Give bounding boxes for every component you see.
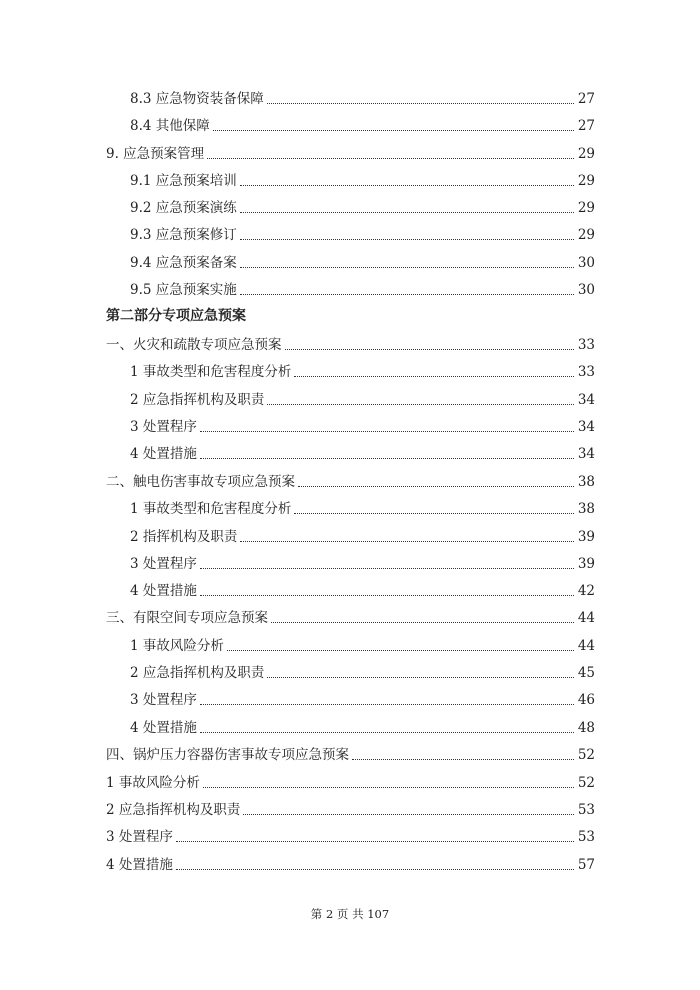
toc-entry-page: 29	[577, 200, 595, 216]
toc-entry[interactable]	[130, 116, 595, 136]
toc-entry[interactable]	[130, 718, 595, 738]
toc-entry-title: 4 处置措施	[130, 720, 197, 736]
toc-entry-page: 29	[577, 146, 595, 162]
toc-entry-title: 1 事故风险分析	[106, 775, 200, 791]
toc-entry[interactable]	[130, 225, 595, 245]
toc-entry[interactable]	[130, 663, 595, 683]
toc-entry-page: 38	[577, 501, 595, 517]
leader-dots	[240, 267, 574, 268]
leader-dots	[207, 158, 574, 159]
toc-entry[interactable]	[130, 89, 595, 109]
toc-entry[interactable]	[130, 280, 595, 300]
toc-entry-title: 二、触电伤害事故专项应急预案	[106, 474, 295, 490]
leader-dots	[200, 704, 574, 705]
toc-entry-title: 9. 应急预案管理	[106, 146, 205, 162]
toc-entry-page: 27	[577, 118, 595, 134]
toc-entry-page: 52	[577, 775, 595, 791]
toc-entry[interactable]	[130, 444, 595, 464]
leader-dots	[243, 814, 574, 815]
leader-dots	[352, 759, 574, 760]
toc-entry[interactable]	[130, 554, 595, 574]
leader-dots	[200, 458, 574, 459]
toc-entry[interactable]	[130, 499, 595, 519]
toc-entry-page: 33	[577, 337, 595, 353]
toc-entry-page: 53	[577, 829, 595, 845]
toc-entry-title: 四、锅炉压力容器伤害事故专项应急预案	[106, 747, 349, 763]
leader-dots	[267, 404, 574, 405]
toc-entry-title: 8.3 应急物资装备保障	[130, 91, 264, 107]
toc-entry[interactable]	[106, 608, 595, 628]
toc-entry[interactable]	[130, 690, 595, 710]
toc-entry-title: 2 应急指挥机构及职责	[130, 392, 265, 408]
toc-entry-page: 29	[577, 173, 595, 189]
toc-entry[interactable]	[106, 855, 595, 875]
toc-entry-title: 9.3 应急预案修订	[130, 227, 237, 243]
toc-entry[interactable]	[130, 171, 595, 191]
leader-dots	[200, 732, 574, 733]
toc-entry-page: 57	[577, 857, 595, 873]
toc-entry-title: 3 处置程序	[130, 419, 197, 435]
toc-entry[interactable]	[106, 144, 595, 164]
toc-entry-page: 34	[577, 419, 595, 435]
leader-dots	[271, 622, 574, 623]
toc-entry-title: 9.5 应急预案实施	[130, 282, 237, 298]
toc-entry-page: 30	[577, 282, 595, 298]
toc-entry-title: 9.2 应急预案演练	[130, 200, 237, 216]
toc-entry-page: 33	[577, 364, 595, 380]
toc-entry-title: 4 处置措施	[130, 583, 197, 599]
leader-dots	[200, 431, 574, 432]
toc-entry-title: 4 处置措施	[130, 446, 197, 462]
toc-entry-page: 30	[577, 255, 595, 271]
leader-dots	[294, 513, 574, 514]
toc-entry-page: 52	[577, 747, 595, 763]
leader-dots	[213, 130, 574, 131]
toc-entry[interactable]	[106, 800, 595, 820]
leader-dots	[298, 486, 574, 487]
toc-entry-title: 一、火灾和疏散专项应急预案	[106, 337, 282, 353]
leader-dots	[227, 650, 574, 651]
toc-entry-title: 三、有限空间专项应急预案	[106, 610, 268, 626]
section-heading: 第二部分专项应急预案	[106, 308, 246, 324]
toc-entry[interactable]	[130, 198, 595, 218]
toc-entry[interactable]	[130, 253, 595, 273]
leader-dots	[285, 349, 575, 350]
leader-dots	[176, 869, 574, 870]
leader-dots	[240, 239, 574, 240]
leader-dots	[200, 595, 574, 596]
toc-entry-title: 3 处置程序	[130, 556, 197, 572]
toc-entry[interactable]	[106, 773, 595, 793]
toc-entry-page: 46	[577, 692, 595, 708]
toc-entry-title: 1 事故风险分析	[130, 638, 224, 654]
toc-entry-page: 42	[577, 583, 595, 599]
toc-entry[interactable]	[106, 335, 595, 355]
toc-entry[interactable]	[130, 390, 595, 410]
toc-entry-title: 4 处置措施	[106, 857, 173, 873]
toc-entry-page: 53	[577, 802, 595, 818]
toc-entry-page: 48	[577, 720, 595, 736]
toc-entry[interactable]	[106, 827, 595, 847]
toc-entry-title: 1 事故类型和危害程度分析	[130, 501, 292, 517]
leader-dots	[240, 294, 574, 295]
toc-entry-page: 44	[577, 638, 595, 654]
leader-dots	[203, 787, 574, 788]
toc-entry[interactable]	[130, 581, 595, 601]
toc-entry-page: 38	[577, 474, 595, 490]
leader-dots	[240, 185, 574, 186]
toc-entry-page: 27	[577, 91, 595, 107]
toc-entry-title: 9.4 应急预案备案	[130, 255, 237, 271]
toc-entry[interactable]	[130, 417, 595, 437]
toc-entry-title: 2 指挥机构及职责	[130, 529, 238, 545]
leader-dots	[267, 103, 574, 104]
toc-entry-page: 34	[577, 392, 595, 408]
toc-entry-title: 3 处置程序	[106, 829, 173, 845]
toc-entry-title: 2 应急指挥机构及职责	[106, 802, 241, 818]
toc-entry-title: 2 应急指挥机构及职责	[130, 665, 265, 681]
leader-dots	[240, 212, 574, 213]
leader-dots	[176, 841, 574, 842]
page-footer: 第 2 页 共 107	[310, 907, 390, 921]
toc-entry[interactable]	[106, 472, 595, 492]
toc-entry-page: 29	[577, 227, 595, 243]
toc-entry[interactable]	[130, 362, 595, 382]
leader-dots	[294, 376, 574, 377]
toc-entry-page: 39	[577, 556, 595, 572]
toc-entry[interactable]	[130, 527, 595, 547]
leader-dots	[200, 568, 574, 569]
toc-entry-page: 34	[577, 446, 595, 462]
toc-entry-title: 3 处置程序	[130, 692, 197, 708]
leader-dots	[240, 541, 574, 542]
leader-dots	[267, 677, 574, 678]
toc-entry-title: 9.1 应急预案培训	[130, 173, 237, 189]
toc-entry-title: 8.4 其他保障	[130, 118, 210, 134]
toc-entry[interactable]	[106, 745, 595, 765]
toc-entry-page: 44	[577, 610, 595, 626]
toc-entry[interactable]	[130, 636, 595, 656]
toc-entry-title: 1 事故类型和危害程度分析	[130, 364, 292, 380]
toc-entry-page: 45	[577, 665, 595, 681]
toc-entry-page: 39	[577, 529, 595, 545]
